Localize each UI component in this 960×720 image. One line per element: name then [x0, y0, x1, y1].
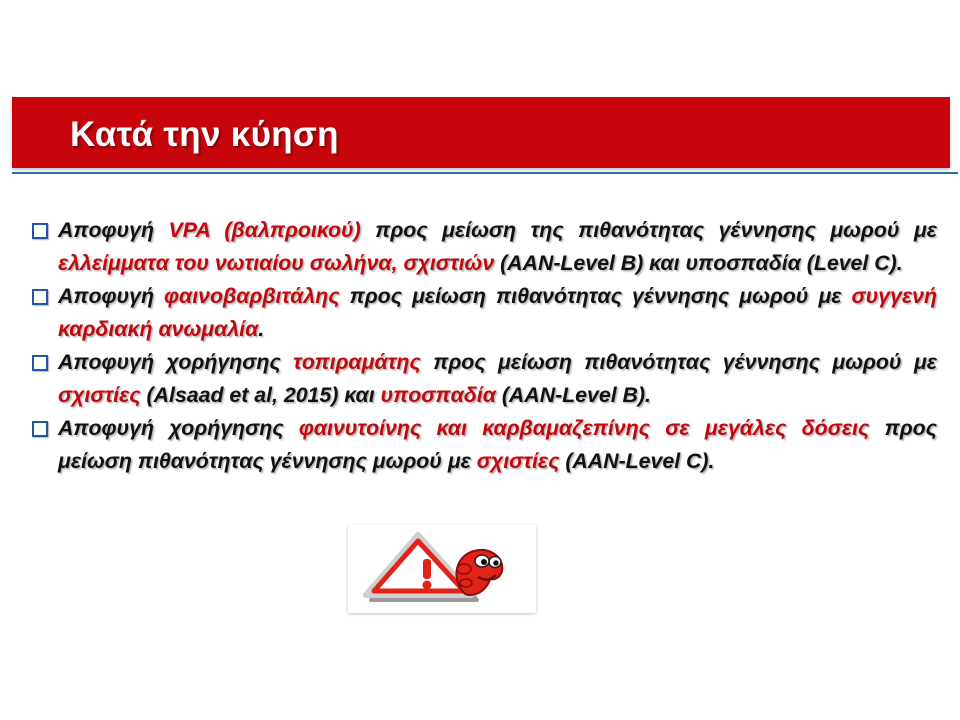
- bullet-text: προς μείωση πιθανότητας γέννησης μωρού με: [420, 350, 937, 374]
- bullet-text: (AAN-Level B).: [495, 383, 651, 407]
- highlighted-text: συγγενή καρδιακή ανωμαλία: [58, 284, 937, 341]
- title-bar: [12, 97, 950, 168]
- bullet-item: [32, 214, 937, 280]
- warning-triangle-with-cartoon-character-icon: [348, 525, 536, 613]
- highlighted-text: σχιστίες: [476, 449, 560, 473]
- bullet-text: Αποφυγή: [58, 284, 165, 308]
- slide-title: Κατά την κύηση: [70, 115, 339, 154]
- checkbox-bullet-icon: [32, 289, 48, 305]
- checkbox-bullet-icon: [32, 421, 48, 437]
- highlighted-text: ελλείμματα του νωτιαίου σωλήνα, σχιστιών: [58, 251, 495, 275]
- highlighted-text: φαινοβαρβιτάλης: [164, 284, 340, 308]
- bullet-text: (AAN-Level C).: [559, 449, 715, 473]
- bullet-list: [32, 214, 937, 478]
- bullet-item: [32, 280, 937, 346]
- bullet-item: [32, 346, 937, 412]
- title-divider: [12, 172, 958, 174]
- warning-image: [348, 525, 536, 613]
- highlighted-text: φαινυτοίνης και καρβαμαζεπίνης σε μεγάλες δόσεις: [298, 416, 870, 440]
- checkbox-bullet-icon: [32, 355, 48, 371]
- bullet-text: προς μείωση πιθανότητας γέννησης μωρού με: [339, 284, 852, 308]
- bullet-text: .: [258, 317, 265, 341]
- bullet-text: Αποφυγή χορήγησης: [58, 416, 299, 440]
- highlighted-text: υποσπαδία: [380, 383, 496, 407]
- highlighted-text: τοπιραμάτης: [293, 350, 421, 374]
- highlighted-text: VPA (βαλπροικού): [168, 218, 361, 242]
- highlighted-text: σχιστίες: [58, 383, 141, 407]
- bullet-item: [32, 412, 937, 478]
- checkbox-bullet-icon: [32, 223, 48, 239]
- bullet-text: (AAN-Level B) και υποσπαδία (Level C).: [494, 251, 903, 275]
- bullet-text: Αποφυγή χορήγησης: [58, 350, 294, 374]
- bullet-text: (Alsaad et al, 2015) και: [140, 383, 381, 407]
- bullet-text: προς μείωση πιθανότητας γέννησης μωρού με: [58, 416, 937, 473]
- bullet-text: Αποφυγή: [58, 218, 169, 242]
- bullet-text: προς μείωση της πιθανότητας γέννησης μωρού με: [360, 218, 937, 242]
